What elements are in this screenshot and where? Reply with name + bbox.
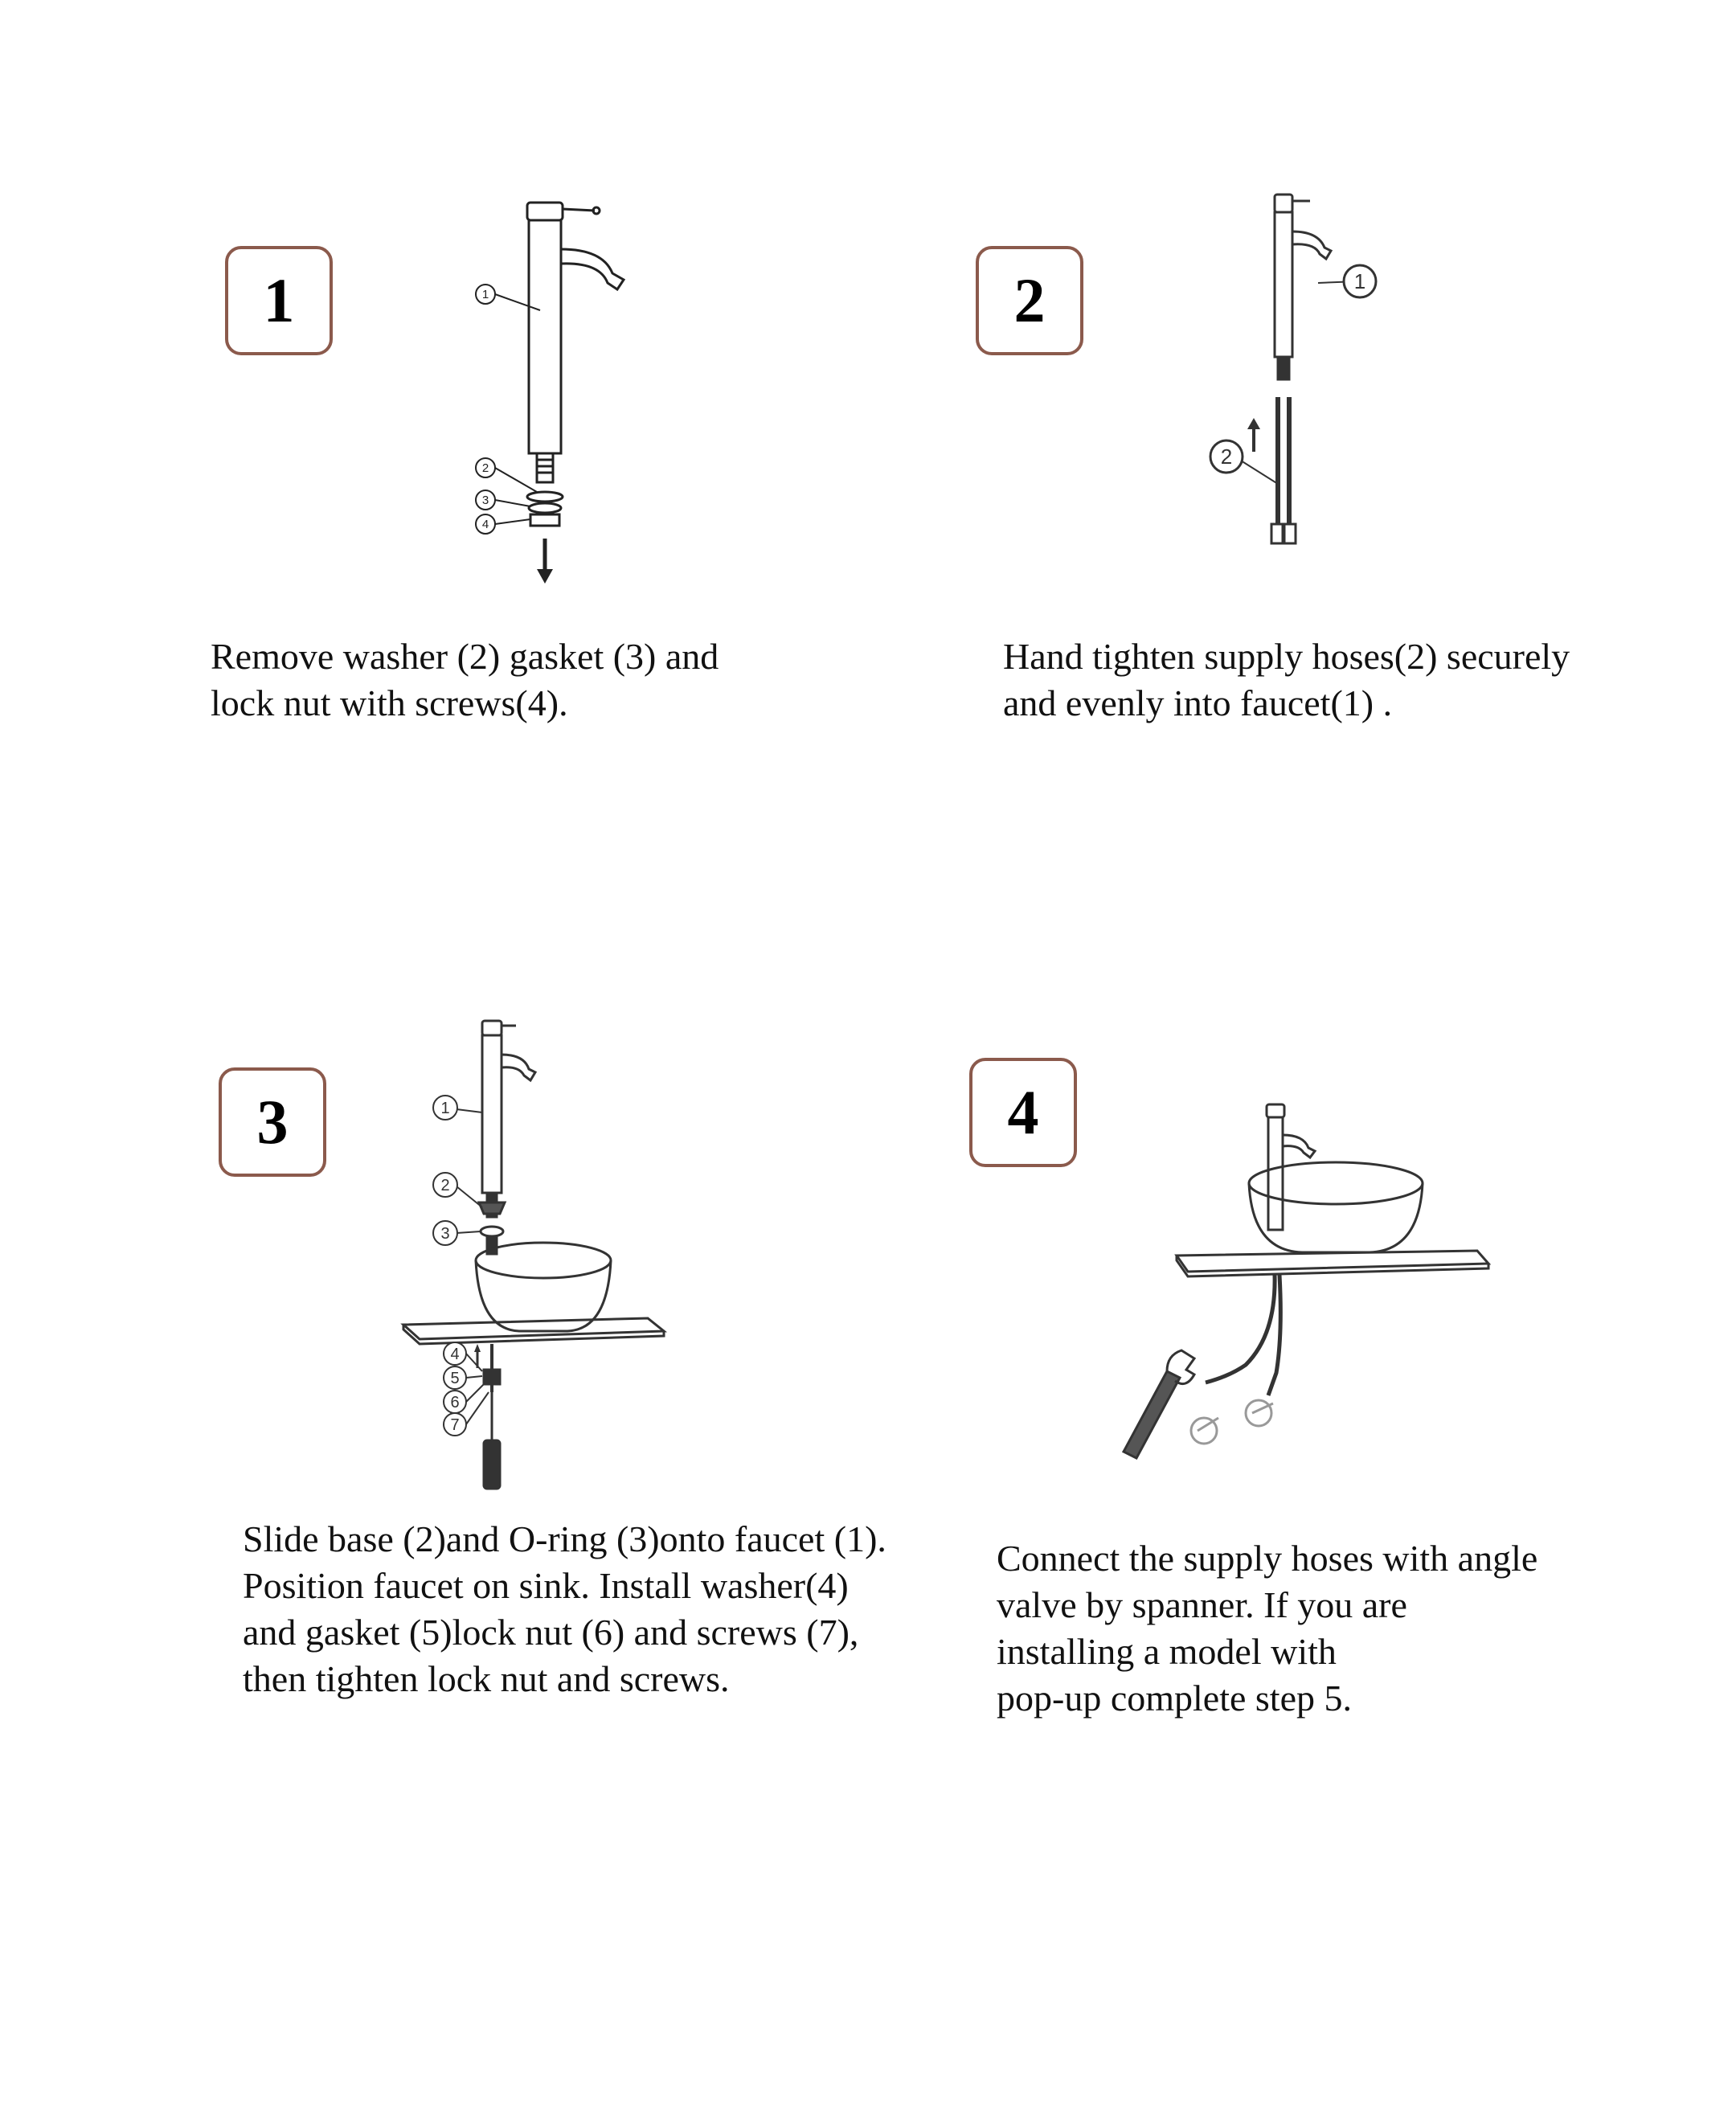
step-1-faucet-illustration: [466, 193, 643, 595]
step-4-caption-line-4: pop-up complete step 5.: [997, 1678, 1353, 1719]
step-4-caption-line-1: Connect the supply hoses with angle: [997, 1538, 1538, 1579]
step-1-caption-line-1: Remove washer (2) gasket (3) and: [211, 636, 719, 677]
svg-text:1: 1: [481, 288, 489, 301]
svg-text:4: 4: [481, 518, 489, 531]
svg-text:2: 2: [481, 461, 489, 475]
step-4-caption-line-3: installing a model with: [997, 1631, 1337, 1672]
svg-text:3: 3: [481, 494, 489, 507]
svg-text:5: 5: [450, 1370, 460, 1387]
svg-text:1: 1: [440, 1100, 450, 1117]
step-2-caption-line-2: and evenly into faucet(1) .: [1003, 682, 1393, 723]
step-1-badge: 1: [225, 246, 333, 355]
step-4-caption-line-2: valve by spanner. If you are: [997, 1584, 1407, 1625]
step-3-caption: [243, 1516, 886, 1702]
step-1-caption-line-2: lock nut with screws(4).: [211, 682, 568, 723]
svg-text:4: 4: [450, 1346, 460, 1363]
step-2-caption-line-1: Hand tighten supply hoses(2) securely: [1003, 636, 1570, 677]
step-4-caption: [997, 1535, 1537, 1722]
step-3-caption-line-2: Position faucet on sink. Install washer(4): [243, 1565, 849, 1606]
step-2-faucet-hoses-illustration: [1198, 186, 1390, 564]
step-2-caption: [1003, 633, 1570, 727]
step-3-badge: 3: [219, 1067, 326, 1177]
svg-text:1: 1: [1353, 269, 1366, 293]
svg-text:7: 7: [450, 1416, 460, 1434]
step-4-badge: 4: [969, 1058, 1077, 1167]
step-4-spanner-connection-illustration: [1117, 1093, 1503, 1463]
svg-text:2: 2: [440, 1177, 450, 1194]
step-3-sink-installation-illustration: [399, 1014, 672, 1505]
step-1-caption: [211, 633, 719, 727]
svg-text:3: 3: [440, 1225, 450, 1243]
step-3-caption-line-3: and gasket (5)lock nut (6) and screws (7),: [243, 1612, 859, 1653]
step-3-caption-line-1: Slide base (2)and O-ring (3)onto faucet (1).: [243, 1518, 886, 1559]
svg-text:2: 2: [1220, 445, 1233, 469]
step-3-caption-line-4: then tighten lock nut and screws.: [243, 1658, 730, 1699]
step-2-badge: 2: [976, 246, 1083, 355]
svg-text:6: 6: [450, 1394, 460, 1411]
